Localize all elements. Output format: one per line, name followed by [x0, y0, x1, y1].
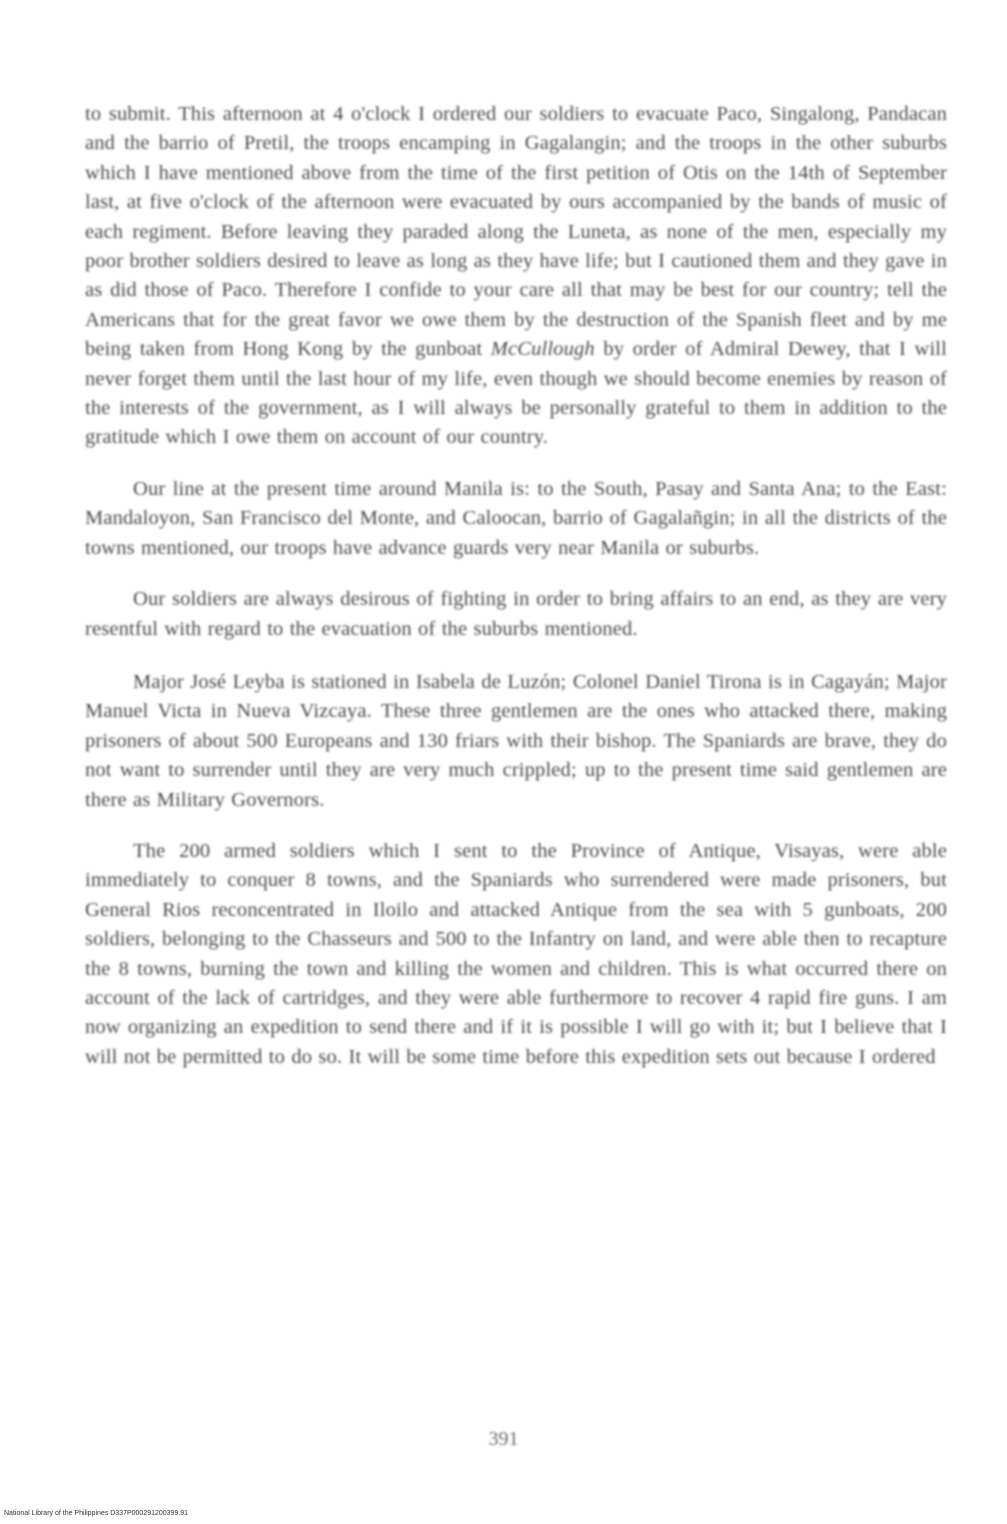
archive-credit: National Library of the Philippines D337P000291200399.91: [4, 1510, 189, 1517]
paragraph-4: Major José Leyba is stationed in Isabela de Luzón; Colonel Daniel Tirona is in Cagayán; Major Manuel Victa in Nueva Vizcaya. These three gentlemen are the ones who attacked there, making prisoners of about 500 Europeans and 130 friars with their bishop. The Spaniards are brave, they do not want to surrender until they are very much crippled; up to the present time said gentlemen are there as Military Governors.: [85, 670, 947, 811]
gunboat-name: McCullough: [490, 338, 595, 361]
paragraph-2: Our line at the present time around Manila is: to the South, Pasay and Santa Ana; to the East: Mandaloyon, San Francisco del Monte, and Caloocan, barrio of Gagalañgin; in all the districts of the towns mentioned, our troops have advance guards very near Manila or suburbs.: [85, 477, 947, 559]
paragraph-5: The 200 armed soldiers which I sent to the Province of Antique, Visayas, were able immediately to conquer 8 towns, and the Spaniards who surrendered were made prisoners, but General Rios reconcentrated in Iloilo and attacked Antique from the sea with 5 gunboats, 200 soldiers, belonging to the Chasseurs and 500 to the Infantry on land, and were able then to recapture the 8 towns, burning the town and killing the women and children. This is what occurred there on account of the lack of cartridges, and they were able furthermore to recover 4 rapid fire guns. I am now organizing an expedition to send there and if it is possible I will go with it; but I believe that I will not be permitted to do so. It will be some time before this expedition sets out because I ordered: [85, 839, 947, 1068]
page-number: 391: [488, 1428, 519, 1450]
paragraph-1-text-a: to submit. This afternoon at 4 o'clock I ordered our soldiers to evacuate Paco, Singalong, Pandacan and the barrio of Pretil, the troops encamping in Gagalangin; and the troops in the other suburbs which I have mentioned above from the time of the first petition of Otis on the 14th of September last, at five o'clock of the afternoon were evacuated by ours accompanied by the bands of music of each regiment. Before leaving they paraded along the Luneta, as none of the men, especially my poor brother soldiers desired to leave as long as they have life; but I cautioned them and they gave in as did those of Paco. Therefore I confide to your care all that may be best for our country; tell the Americans that for the great favor we owe them by the destruction of the Spanish fleet and by me being taken from Hong Kong by the gunboat: [85, 103, 947, 361]
paragraph-3: Our soldiers are always desirous of fighting in order to bring affairs to an end, as they are very resentful with regard to the evacuation of the suburbs mentioned.: [85, 588, 947, 640]
document-page: [85, 100, 947, 1072]
paragraph-1-text-b: by order of Admiral Dewey, that I will never forget them until the last hour of my life, even though we should become enemies by reason of the interests of the government, as I will always be personally grateful to them in addition to the gratitude which I owe them on account of our country.: [85, 338, 947, 449]
paragraph-1: [85, 100, 947, 453]
